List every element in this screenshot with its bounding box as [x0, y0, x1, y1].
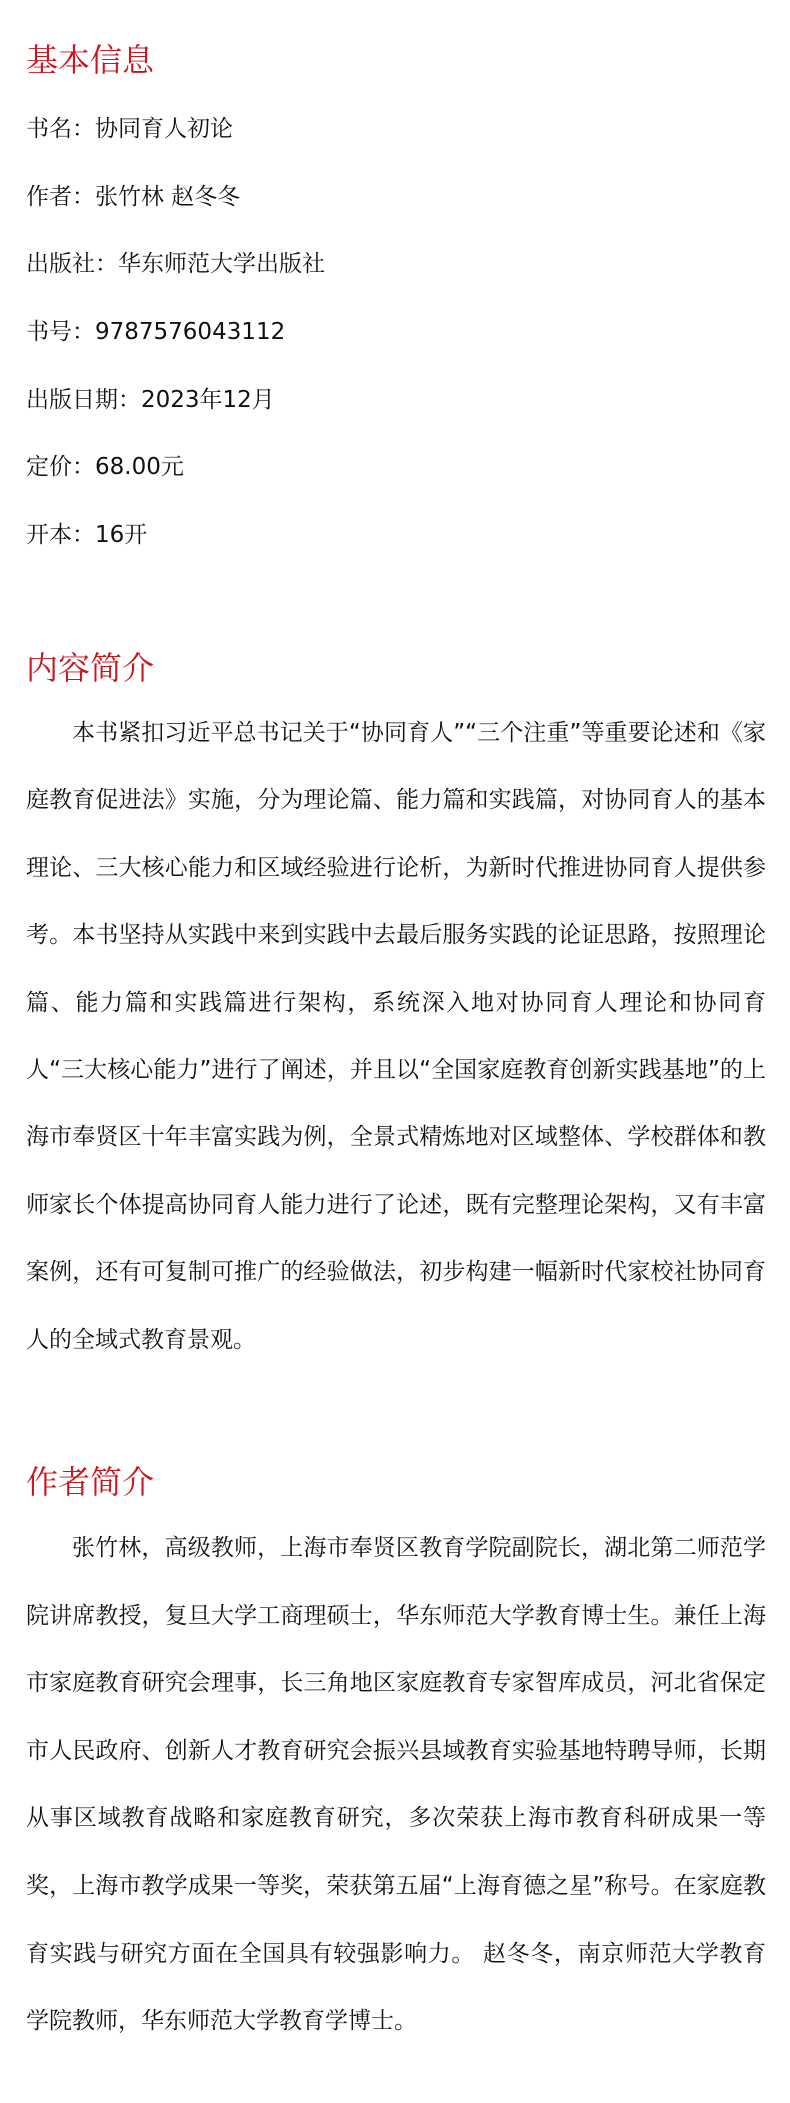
field-isbn: 书号：9787576043112	[26, 319, 286, 345]
field-publisher: 出版社：华东师范大学出版社	[26, 251, 325, 277]
field-publish-date: 出版日期：2023年12月	[26, 387, 275, 413]
field-price: 定价：68.00元	[26, 454, 184, 480]
field-author: 作者：张竹林 赵冬冬	[26, 184, 241, 210]
field-book-name: 书名：协同育人初论	[26, 116, 233, 142]
summary-text: 本书紧扣习近平总书记关于“协同育人”“三个注重”等重要论述和《家庭教育促进法》实施，分为理论篇、能力篇和实践篇，对协同育人的基本理论、三大核心能力和区域经验进行论析，为新时代推进协同育人提供参考。本书坚持从实践中来到实践中去最后服务实践的论证思路，按照理论篇、能力篇和实践篇进行架构，系统深入地对协同育人理论和协同育人“三大核心能力”进行了阐述，并且以“全国家庭教育创新实践基地”的上海市奉贤区十年丰富实践为例，全景式精炼地对区域整体、学校群体和教师家长个体提高协同育人能力进行了论述，既有完整理论架构，又有丰富案例，还有可复制可推广的经验做法，初步构建一幅新时代家校社协同育人的全域式教育景观。	[26, 720, 766, 1353]
basic-info-heading: 基本信息	[26, 41, 155, 79]
author-intro-text: 张竹林，高级教师，上海市奉贤区教育学院副院长，湖北第二师范学院讲席教授，复旦大学工商理硕士，华东师范大学教育博士生。兼任上海市家庭教育研究会理事，长三角地区家庭教育专家智库成员，河北省保定市人民政府、创新人才教育研究会振兴县域教育实验基地特聘导师，长期从事区域教育战略和家庭教育研究，多次荣获上海市教育科研成果一等奖，上海市教学成果一等奖，荣获第五届“上海育德之星”称号。在家庭教育实践与研究方面在全国具有较强影响力。 赵冬冬，南京师范大学教育学院教师，华东师范大学教育学博士。	[26, 1535, 766, 2035]
author-intro-heading: 作者简介	[26, 1463, 155, 1501]
summary-heading: 内容简介	[26, 649, 155, 687]
field-format: 开本：16开	[26, 522, 148, 548]
